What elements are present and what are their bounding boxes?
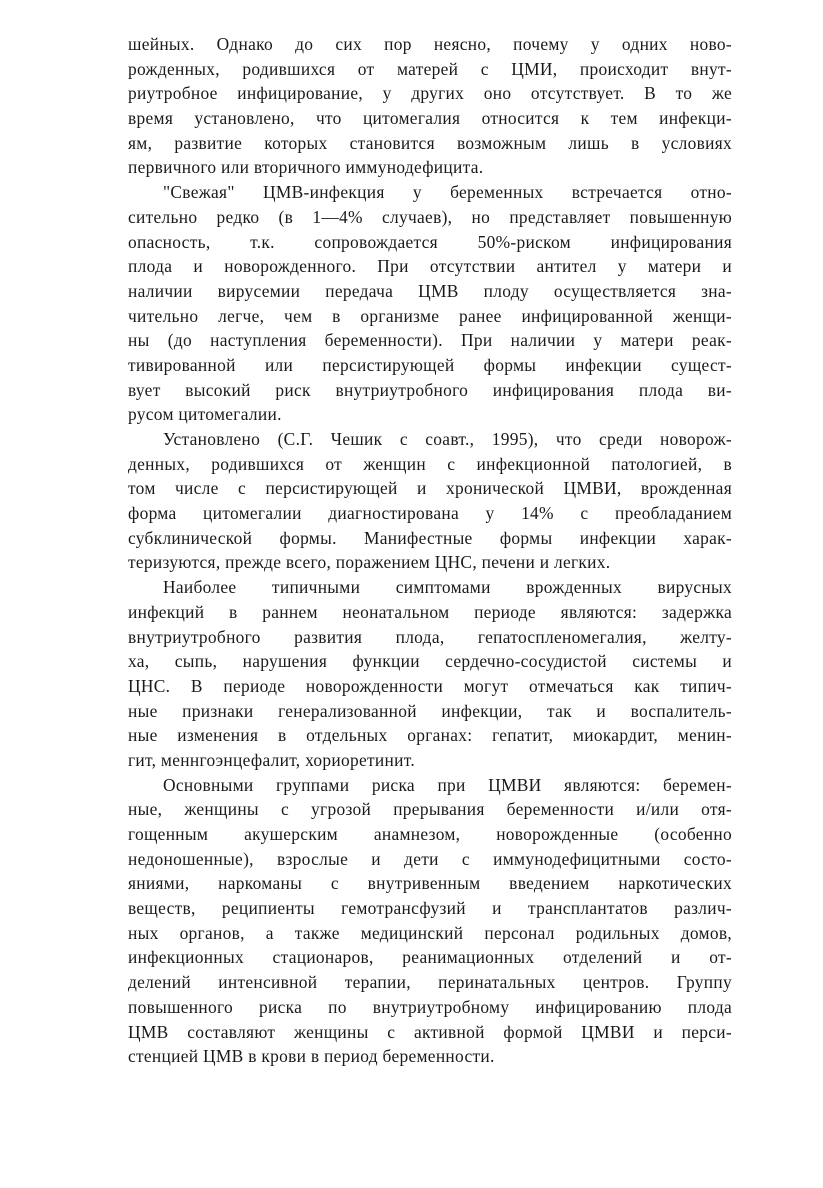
text-line: теризуются, прежде всего, поражением ЦНС, печени и легких. <box>128 552 611 573</box>
text-line: Основными группами риска при ЦМВИ являются: беремен- <box>163 774 732 795</box>
text-line: ные изменения в отдельных органах: гепатит, миокардит, менин- <box>128 725 732 746</box>
text-line: ЦМВ составляют женщины с активной формой ЦМВИ и перси- <box>128 1021 732 1042</box>
text-line: время установлено, что цитомегалия относится к тем инфекци- <box>128 108 732 129</box>
text-line: первичного или вторичного иммунодефицита. <box>128 157 484 178</box>
text-line: вует высокий риск внутриутробного инфицирования плода ви- <box>128 379 732 400</box>
paragraph <box>128 575 732 773</box>
text-line: тивированной или персистирующей формы инфекции сущест- <box>128 354 732 375</box>
text-line: рожденных, родившихся от матерей с ЦМИ, происходит внут- <box>128 58 732 79</box>
text-line: чительно легче, чем в организме ранее инфицированной женщи- <box>128 305 732 326</box>
text-line: гощенным акушерским анамнезом, новорожденные (особенно <box>128 824 732 844</box>
text-line: опасность, т.к. сопровождается 50%-риском инфицирования <box>128 231 732 252</box>
text-line: яниями, наркоманы с внутривенным введением наркотических <box>128 873 732 894</box>
text-line: Наиболее типичными симптомами врожденных вирусных <box>163 577 732 598</box>
text-line: шейных. Однако до сих пор неясно, почему у одних ново- <box>128 34 732 54</box>
text-line: том числе с персистирующей и хронической ЦМВИ, врожденная <box>128 478 732 499</box>
text-line: русом цитомегалии. <box>128 404 282 425</box>
text-line: ных органов, а также медицинский персонал родильных домов, <box>128 922 732 943</box>
text-line: ха, сыпь, нарушения функции сердечно-сосудистой системы и <box>128 651 732 672</box>
text-line: стенцией ЦМВ в крови в период беременности. <box>128 1046 495 1067</box>
paragraph <box>128 180 732 427</box>
text-line: Установлено (С.Г. Чешик с соавт., 1995), что среди новорож- <box>163 429 732 449</box>
text-line: плода и новорожденного. При отсутствии антител у матери и <box>128 256 732 277</box>
text-line: риутробное инфицирование, у других оно отсутствует. В то же <box>128 83 732 104</box>
text-line: денных, родившихся от женщин с инфекционной патологией, в <box>128 453 732 474</box>
text-line: инфекций в раннем неонатальном периоде являются: задержка <box>128 601 732 622</box>
paragraph <box>128 773 732 1069</box>
text-line: ны (до наступления беременности). При наличии у матери реак- <box>128 330 732 351</box>
text-line: повышенного риска по внутриутробному инфицированию плода <box>128 996 732 1017</box>
text-line: ные, женщины с угрозой прерывания беременности и/или отя- <box>128 799 732 820</box>
text-line: наличии вирусемии передача ЦМВ плоду осуществляется зна- <box>128 280 732 301</box>
paragraph <box>128 32 732 180</box>
text-line: форма цитомегалии диагностирована у 14% с преобладанием <box>128 503 732 524</box>
text-line: веществ, реципиенты гемотрансфузий и трансплантатов различ- <box>128 898 732 919</box>
text-line: ные признаки генерализованной инфекции, так и воспалитель- <box>128 700 732 721</box>
text-line: субклинической формы. Манифестные формы инфекции харак- <box>128 527 732 548</box>
text-line: сительно редко (в 1—4% случаев), но представляет повышенную <box>128 206 732 227</box>
text-line: гит, меннгоэнцефалит, хориоретинит. <box>128 749 415 770</box>
paragraph <box>128 427 732 575</box>
text-line: "Свежая" ЦМВ-инфекция у беременных встречается отно- <box>163 182 732 203</box>
document-page <box>128 32 732 1069</box>
text-line: недоношенные), взрослые и дети с иммунодефицитными состо- <box>128 848 732 869</box>
text-line: инфекционных стационаров, реанимационных отделений и от- <box>128 947 732 968</box>
text-line: ЦНС. В периоде новорожденности могут отмечаться как типич- <box>128 675 732 696</box>
text-line: внутриутробного развития плода, гепатоспленомегалия, желту- <box>128 626 732 647</box>
text-line: делений интенсивной терапии, перинатальных центров. Группу <box>128 972 732 993</box>
text-line: ям, развитие которых становится возможным лишь в условиях <box>128 132 732 153</box>
